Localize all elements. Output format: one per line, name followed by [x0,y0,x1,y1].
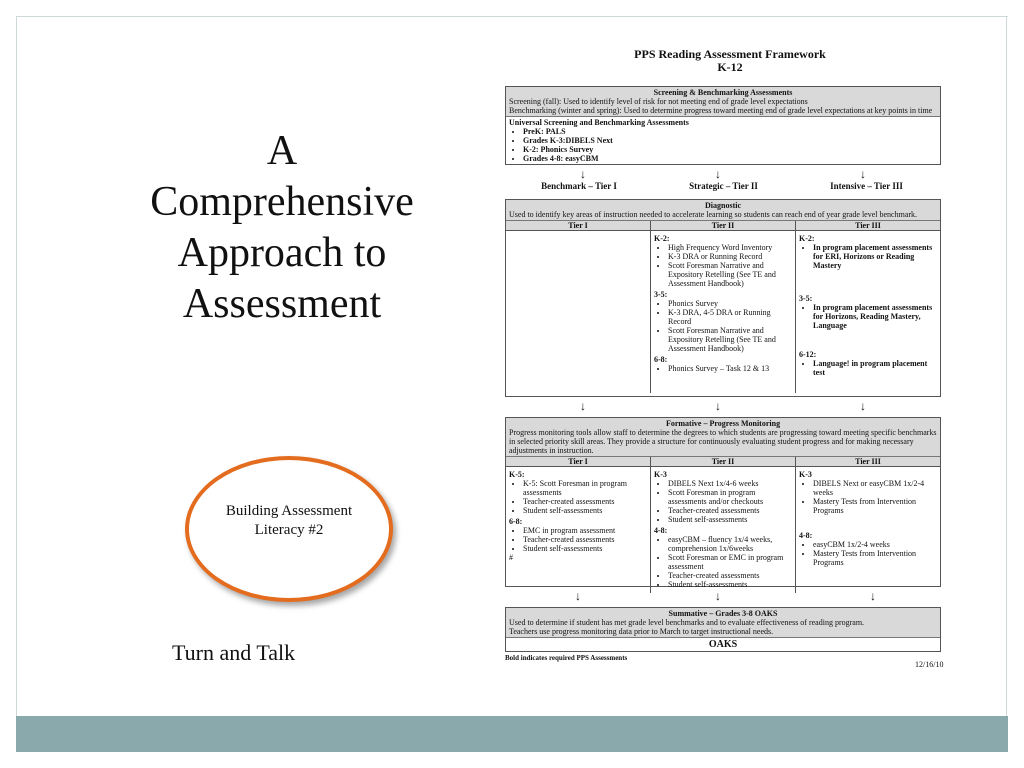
universal-list [509,127,937,163]
diagnostic-desc: Used to identify key areas of instruction needed to accelerate learning so students can reach end of year grade level benchmark. [509,210,918,219]
summative-line1: Used to determine if student has met grade level benchmarks and to evaluate effectiveness of reading program. [509,618,865,627]
grade-group: 4-8: [654,526,668,535]
formative-tier3 [796,467,940,593]
diagnostic-tier3 [796,231,940,393]
doc-title-line2: K-12 [717,60,743,74]
formative-col-headers [506,457,940,467]
right-rule [1006,16,1007,716]
list [799,303,937,330]
summative-heading: Summative – Grades 3-8 OAKS [668,609,778,618]
list-item: • PreK: PALS [523,127,937,136]
footnote: Bold indicates required PPS Assessments [505,654,628,662]
formative-head [506,418,940,457]
col-header: Tier I [506,221,651,230]
grade-group: K-3 [799,470,812,479]
list-item: • Phonics Survey [668,299,792,308]
slide-title [112,126,452,330]
grade-group: K-2: [654,234,670,243]
diagnostic-heading: Diagnostic [705,201,741,210]
screening-line2: Benchmarking (winter and spring): Used to determine progress toward meeting end of grade level expectations at key points in time [509,106,933,115]
diagnostic-col-headers [506,221,940,231]
universal-section [506,117,940,164]
grade-group: 6-8: [654,355,668,364]
col-header: Tier II [651,457,796,466]
oval-line: Building Assessment [225,503,353,519]
list-item: • In program placement assessments for ERI, Horizons or Reading Mastery [813,243,937,270]
title-line: Comprehensive [150,179,414,225]
grade-group: 3-5: [654,290,668,299]
list-item: • EMC in program assessment [523,526,647,535]
summative-line2: Teachers use progress monitoring data prior to March to target instructional needs. [509,627,774,636]
summative-box [505,607,941,652]
formative-cols [506,467,940,593]
list [799,359,937,377]
oaks-label: OAKS [708,639,738,650]
turn-and-talk: Turn and Talk [172,640,296,665]
down-arrow-icon: ↓ [715,167,721,181]
list-item: • In program placement assessments for Horizons, Reading Mastery, Language [813,303,937,330]
assessment-framework-document [505,47,955,669]
list-item: • K-2: Phonics Survey [523,145,937,154]
diagnostic-cols [506,231,940,393]
doc-date: 12/16/10 [915,660,944,669]
bottom-band [16,716,1008,752]
list-item: • Scott Foresman Narrative and Expository Retelling (See TE and Assessment Handbook) [668,261,792,288]
list [654,299,792,353]
grade-group: K-5: [509,470,525,479]
formative-tier1 [506,467,651,593]
list [799,479,937,515]
list-item: • Scott Foresman in program assessments and/or checkouts [668,488,792,506]
grade-group: 6-12: [799,350,817,359]
down-arrow-icon: ↓ [870,589,876,603]
list-item: • DIBELS Next 1x/4-6 weeks [668,479,792,488]
tier-labels [505,182,939,191]
list [654,479,792,524]
list-item: • Grades 4-8: easyCBM [523,154,937,163]
down-arrow-icon: ↓ [575,589,581,603]
list [509,526,647,553]
list-item: • High Frequency Word Inventory [668,243,792,252]
list-item: • Mastery Tests from Intervention Programs [813,497,937,515]
list [799,243,937,270]
grade-group: K-3 [654,470,667,479]
list-item: • DIBELS Next or easyCBM 1x/2-4 weeks [813,479,937,497]
screening-head [506,87,940,117]
grade-group: 3-5: [799,294,813,303]
list-item: • Student self-assessments [523,544,647,553]
list [799,540,937,567]
down-arrow-icon: ↓ [860,167,866,181]
diagnostic-box [505,199,941,397]
formative-desc: Progress monitoring tools allow staff to determine the degrees to which students are progressing toward meeting specific benchmarks in selected priority skill areas. They provide a structure for continuously evaluating student progress and for making necessary adjustments in instruction. [509,428,937,455]
title-line: Approach to [177,230,387,276]
screening-heading: Screening & Benchmarking Assessments [653,88,793,97]
screening-box [505,86,941,165]
formative-box [505,417,941,587]
col-header: Tier III [855,457,881,466]
list [654,535,792,589]
list-item: • Student self-assessments [523,506,647,515]
list-item: • Phonics Survey – Task 12 & 13 [668,364,792,373]
formative-heading: Formative – Progress Monitoring [665,419,781,428]
down-arrow-icon: ↓ [715,399,721,413]
diagnostic-tier2 [651,231,796,393]
list-item: • Language! in program placement test [813,359,937,377]
summative-head [506,608,940,638]
left-rule [16,16,17,716]
title-line: Assessment [182,281,382,327]
diagnostic-tier1 [506,231,651,393]
list-item: • Teacher-created assessments [523,497,647,506]
list-item: • Scott Foresman Narrative and Expository Retelling (See TE and Assessment Handbook) [668,326,792,353]
list [654,364,792,373]
col-header: Tier I [506,457,651,466]
tier-label: Benchmark – Tier I [541,181,617,191]
col-header: Tier III [855,221,881,230]
list-item: • Student self-assessments [668,515,792,524]
grade-group: 6-8: [509,517,523,526]
grade-group: 4-8: [799,531,813,540]
list-item: • Grades K-3:DIBELS Next [523,136,937,145]
list-item: • K-5: Scott Foresman in program assessments [523,479,647,497]
top-rule [16,16,1008,17]
list-item: • Student self-assessments [668,580,792,589]
doc-title-line1: PPS Reading Assessment Framework [634,47,826,61]
universal-heading: Universal Screening and Benchmarking Assessments [509,118,689,127]
down-arrow-icon: ↓ [715,589,721,603]
diagnostic-head [506,200,940,221]
tier-label: Intensive – Tier III [830,181,903,191]
tier-label: Strategic – Tier II [689,181,758,191]
list-item: • Teacher-created assessments [668,571,792,580]
list-item: • K-3 DRA, 4-5 DRA or Running Record [668,308,792,326]
list-item: • Scott Foresman or EMC in program assessment [668,553,792,571]
doc-title [505,48,955,74]
screening-line1: Screening (fall): Used to identify level of risk for not meeting end of grade level expectations [509,97,808,106]
list-item: • easyCBM 1x/2-4 weeks [813,540,937,549]
list-item: • Teacher-created assessments [523,535,647,544]
list [509,479,647,515]
list-item: • Mastery Tests from Intervention Programs [813,549,937,567]
oval-line: Literacy #2 [254,522,324,538]
col-header: Tier II [651,221,796,230]
down-arrow-icon: ↓ [580,167,586,181]
list-item: • K-3 DRA or Running Record [668,252,792,261]
list-item: • Teacher-created assessments [668,506,792,515]
list [654,243,792,288]
down-arrow-icon: ↓ [860,399,866,413]
building-literacy-oval [185,456,393,602]
formative-tier2 [651,467,796,593]
grade-group: K-2: [799,234,815,243]
oval-text [189,502,389,540]
down-arrow-icon: ↓ [580,399,586,413]
hash-mark: # [509,553,513,562]
title-line: A [266,128,298,174]
list-item: • easyCBM – fluency 1x/4 weeks, comprehension 1x/6weeks [668,535,792,553]
